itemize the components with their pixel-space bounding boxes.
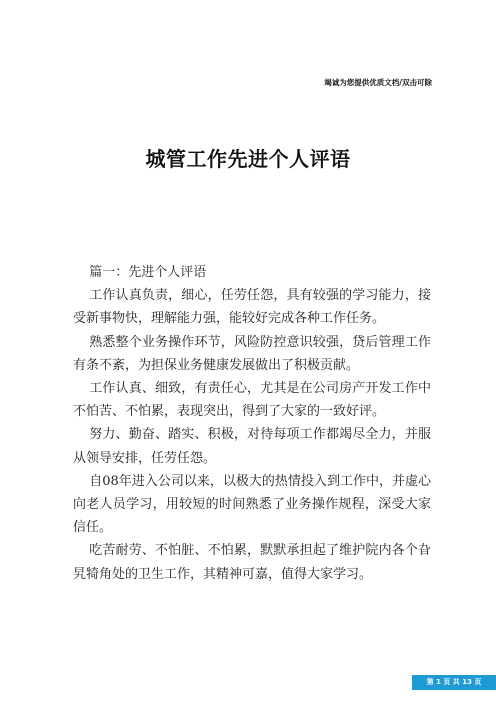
paragraph: 自08年进入公司以来，以极大的热情投入到工作中，并虚心向老人员学习，用较短的时间熟悉了业务操作规程，深受大家信任。 <box>73 473 431 536</box>
header-note: 竭诚为您提供优质文档/双击可除 <box>324 78 432 87</box>
page-number-badge: 第 1 页 共 13 页 <box>412 675 496 690</box>
document-body <box>73 261 431 586</box>
paragraph: 工作认真负责，细心，任劳任怨，具有较强的学习能力，接受新事物快，理解能力强，能较好完成各种工作任务。 <box>73 288 431 327</box>
document-title: 城管工作先进个人评语 <box>145 147 351 171</box>
paragraph: 工作认真、细致，有责任心，尤其是在公司房产开发工作中不怕苦、不怕累，表现突出，得到了大家的一致好评。 <box>73 381 431 420</box>
paragraph: 吃苦耐劳、不怕脏、不怕累，默默承担起了维护院内各个旮旯犄角处的卫生工作，其精神可嘉，值得大家学习。 <box>73 543 431 582</box>
paragraph: 熟悉整个业务操作环节，风险防控意识较强，贷后管理工作有条不紊，为担保业务健康发展做出了积极贡献。 <box>73 334 431 373</box>
paragraph: 努力、勤奋、踏实、积极，对待每项工作都竭尽全力，并服从领导安排，任劳任怨。 <box>73 427 431 466</box>
section-heading: 篇一：先进个人评语 <box>89 265 207 280</box>
